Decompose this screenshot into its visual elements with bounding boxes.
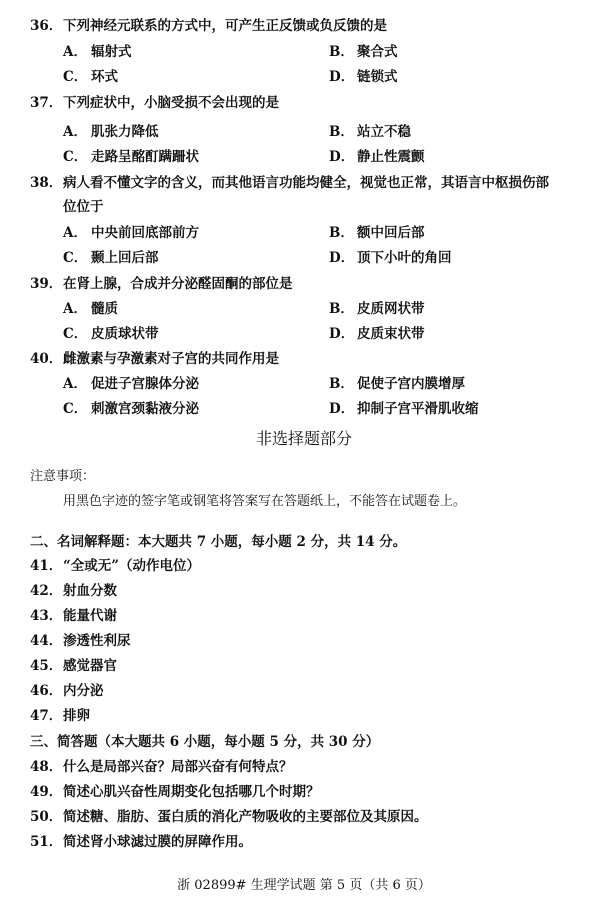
- option-b: [329, 300, 425, 318]
- option-d: [329, 148, 425, 166]
- item-number: 50．: [30, 809, 63, 825]
- option-text: 聚合式: [357, 44, 398, 60]
- term-item: [30, 657, 117, 675]
- option-letter: B．: [329, 44, 354, 60]
- option-letter: D．: [329, 250, 355, 266]
- item-number: 45．: [30, 658, 63, 674]
- question-number: 37．: [30, 95, 63, 111]
- item-number: 46．: [30, 683, 63, 699]
- item-number: 47．: [30, 708, 63, 724]
- term-item: [30, 682, 104, 700]
- item-number: 42．: [30, 583, 63, 599]
- option-letter: B．: [329, 225, 354, 241]
- question-39-stem: [30, 275, 293, 293]
- option-letter: D．: [329, 149, 355, 165]
- page-footer: 浙 02899# 生理学试题 第 5 页（共 6 页）: [177, 878, 431, 893]
- option-letter: A．: [63, 124, 87, 140]
- term-item: [30, 707, 90, 725]
- section-title: 非选择题部分: [255, 429, 352, 448]
- option-letter: B．: [329, 124, 354, 140]
- option-d: [329, 325, 425, 343]
- option-a: [63, 224, 199, 242]
- option-text: 皮质束状带: [357, 326, 425, 342]
- item-text: 能量代谢: [63, 608, 117, 624]
- question-text: 在肾上腺，合成并分泌醛固酮的部位是: [63, 276, 293, 292]
- option-letter: D．: [329, 326, 355, 342]
- option-letter: D．: [329, 69, 355, 85]
- option-b: [329, 43, 398, 61]
- item-text: 排卵: [63, 708, 90, 724]
- term-item: [30, 632, 131, 650]
- question-text: 雌激素与孕激素对子宫的共同作用是: [63, 351, 279, 367]
- option-text: 走路呈酩酊蹒跚状: [91, 149, 199, 165]
- option-text: 颞上回后部: [91, 250, 159, 266]
- option-c: [63, 68, 118, 86]
- option-b: [329, 224, 425, 242]
- option-d: [329, 400, 479, 418]
- item-number: 51．: [30, 834, 63, 850]
- option-text: 肌张力降低: [91, 124, 159, 140]
- item-text: 什么是局部兴奋？局部兴奋有何特点？: [63, 759, 293, 775]
- option-text: 顶下小叶的角回: [357, 250, 452, 266]
- question-38-stem: [30, 174, 549, 192]
- question-number: 39．: [30, 276, 63, 292]
- question-38-stem-continued: 位位于: [63, 199, 104, 215]
- question-text: 下列神经元联系的方式中，可产生正反馈或负反馈的是: [63, 18, 387, 34]
- option-text: 中央前回底部前方: [91, 225, 199, 241]
- option-text: 辐射式: [91, 44, 132, 60]
- part-3-heading: 三、简答题（本大题共 6 小题，每小题 5 分，共 30 分）: [30, 734, 380, 750]
- question-text: 下列症状中，小脑受损不会出现的是: [63, 95, 279, 111]
- option-text: 皮质网状带: [357, 301, 425, 317]
- option-c: [63, 325, 159, 343]
- question-37-stem: [30, 94, 279, 112]
- option-text: 抑制子宫平滑肌收缩: [357, 401, 479, 417]
- question-40-stem: [30, 350, 279, 368]
- option-letter: A．: [63, 44, 87, 60]
- short-answer-item: [30, 783, 320, 801]
- part-2-heading: 二、名词解释题：本大题共 7 小题，每小题 2 分，共 14 分。: [30, 534, 407, 550]
- option-text: 刺激宫颈黏液分泌: [91, 401, 199, 417]
- option-text: 额中回后部: [357, 225, 425, 241]
- item-text: 射血分数: [63, 583, 117, 599]
- option-text: 站立不稳: [357, 124, 411, 140]
- option-letter: C．: [63, 401, 88, 417]
- option-a: [63, 123, 159, 141]
- option-letter: C．: [63, 326, 88, 342]
- short-answer-item: [30, 833, 252, 851]
- option-c: [63, 249, 159, 267]
- item-text: 渗透性利尿: [63, 633, 131, 649]
- notice-body: 用黑色字迹的签字笔或钢笔将答案写在答题纸上，不能答在试题卷上。: [63, 494, 467, 509]
- item-text: “全或无”（动作电位）: [63, 558, 201, 574]
- option-letter: C．: [63, 69, 88, 85]
- option-letter: A．: [63, 225, 87, 241]
- option-d: [329, 68, 398, 86]
- option-text: 环式: [91, 69, 118, 85]
- option-a: [63, 300, 118, 318]
- option-d: [329, 249, 452, 267]
- short-answer-item: [30, 758, 293, 776]
- option-c: [63, 148, 199, 166]
- question-36-stem: [30, 17, 387, 35]
- item-text: 简述心肌兴奋性周期变化包括哪几个时期？: [63, 784, 320, 800]
- term-item: [30, 607, 117, 625]
- option-b: [329, 375, 465, 393]
- option-letter: A．: [63, 301, 87, 317]
- option-letter: B．: [329, 376, 354, 392]
- option-text: 促进子宫腺体分泌: [91, 376, 199, 392]
- option-c: [63, 400, 199, 418]
- option-letter: D．: [329, 401, 355, 417]
- item-number: 44．: [30, 633, 63, 649]
- option-text: 促使子宫内膜增厚: [357, 376, 465, 392]
- item-text: 简述肾小球滤过膜的屏障作用。: [63, 834, 252, 850]
- term-item: [30, 582, 117, 600]
- item-number: 48．: [30, 759, 63, 775]
- option-letter: C．: [63, 250, 88, 266]
- option-letter: A．: [63, 376, 87, 392]
- option-text: 静止性震颤: [357, 149, 425, 165]
- question-number: 36．: [30, 18, 63, 34]
- option-a: [63, 43, 132, 61]
- term-item: [30, 557, 200, 575]
- item-text: 简述糖、脂肪、蛋白质的消化产物吸收的主要部位及其原因。: [63, 809, 428, 825]
- question-number: 38．: [30, 175, 63, 191]
- option-text: 皮质球状带: [91, 326, 159, 342]
- item-number: 41．: [30, 558, 63, 574]
- option-letter: C．: [63, 149, 88, 165]
- item-text: 感觉器官: [63, 658, 117, 674]
- option-b: [329, 123, 411, 141]
- item-text: 内分泌: [63, 683, 104, 699]
- question-number: 40．: [30, 351, 63, 367]
- option-text: 链锁式: [357, 69, 398, 85]
- option-a: [63, 375, 199, 393]
- question-text: 病人看不懂文字的含义，而其他语言功能均健全，视觉也正常，其语言中枢损伤部: [63, 175, 549, 191]
- option-text: 髓质: [91, 301, 118, 317]
- item-number: 43．: [30, 608, 63, 624]
- item-number: 49．: [30, 784, 63, 800]
- option-letter: B．: [329, 301, 354, 317]
- notice-heading: 注意事项：: [30, 469, 96, 484]
- short-answer-item: [30, 808, 428, 826]
